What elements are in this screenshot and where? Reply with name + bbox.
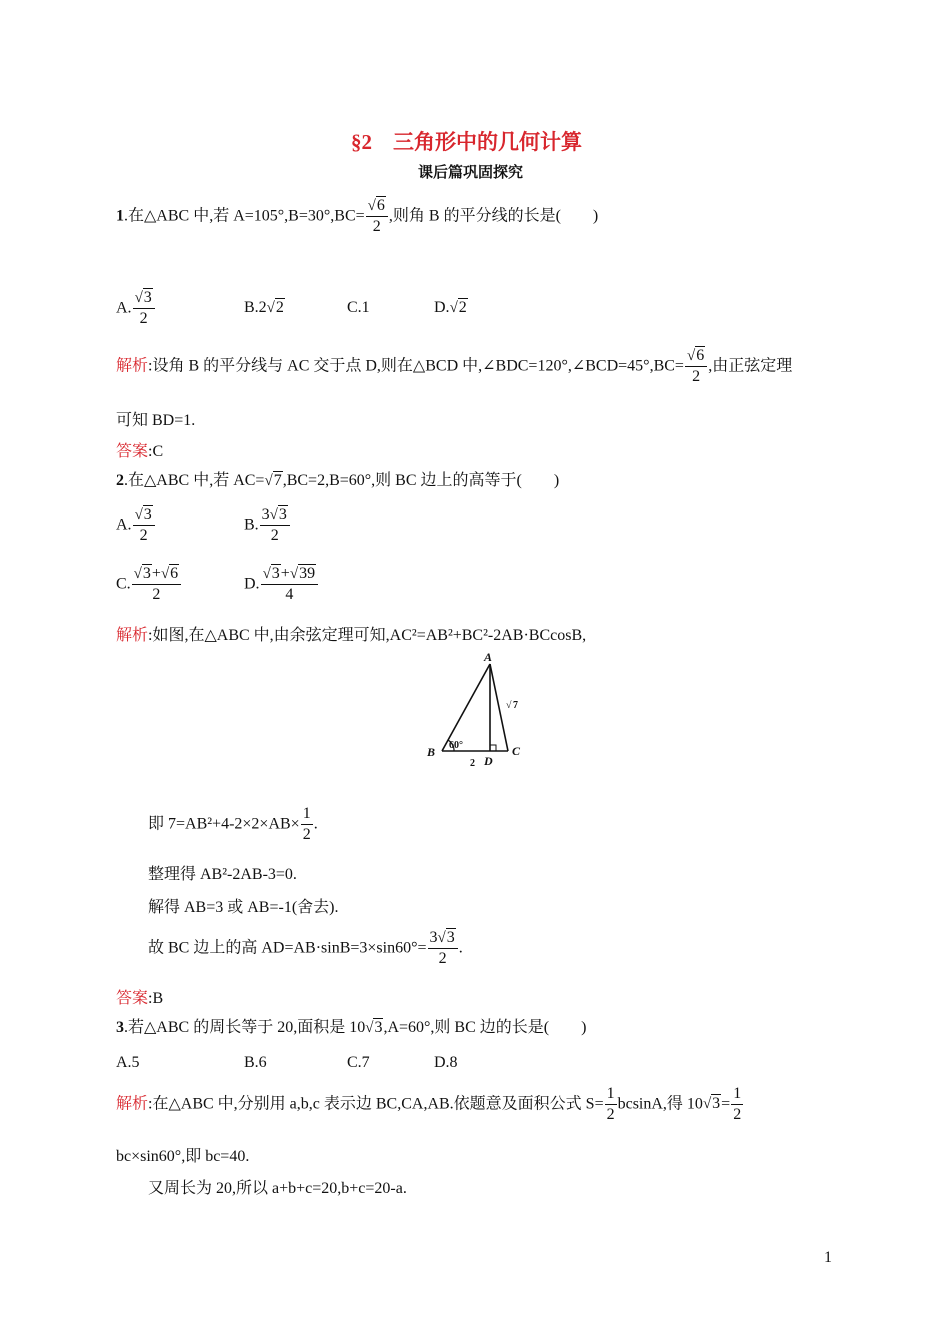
label-angle: 60° — [449, 740, 463, 751]
option-d: D.8 — [434, 1054, 458, 1071]
analysis-3: 解析:在△ABC 中,分别用 a,b,c 表示边 BC,CA,AB.依题意及面积公式 S= $\frac{1}{2}$ bcsinA,得 10√3= $\frac{1}{2}$ — [116, 1085, 742, 1123]
answer-2: 答案:B — [116, 990, 164, 1007]
option-b: B.2√2 — [244, 299, 284, 316]
option-d: D. $\frac{√3+√39}{4}$ — [244, 566, 319, 604]
question-number: 1 — [116, 207, 124, 225]
side-ab — [442, 664, 490, 751]
analysis-1: 解析:设角 B 的平分线与 AC 交于点 D,则在△BCD 中,∠BDC=120°,∠BCD=45°,BC= $\frac{√6}{2}$ ,由正弦定理 — [116, 347, 793, 385]
page-subtitle: 课后篇巩固探究 — [418, 165, 524, 181]
answer-1: 答案:C — [116, 443, 164, 460]
option-d: D.√2 — [434, 299, 467, 316]
stem-text: ,则角 B 的平分线的长是( ) — [388, 207, 599, 225]
label-d: D — [484, 754, 493, 768]
analysis-1-line2: 可知 BD=1. — [116, 412, 196, 429]
question-1-stem — [116, 198, 598, 236]
option-a: A.5 — [116, 1054, 140, 1071]
step-1: 即 7=AB²+4-2×2×AB× $\frac{1}{2}$ . — [148, 805, 318, 843]
stem-text: .在△ABC 中,若 A=105°,B=30°,BC= — [124, 207, 365, 225]
label-side: 7 — [513, 700, 518, 711]
step-4: 故 BC 边上的高 AD=AB·sinB=3×sin60°= $\frac{3√3}{2}$ . — [148, 929, 463, 967]
label-a: A — [484, 650, 493, 664]
page-title: §2 三角形中的几何计算 — [351, 130, 582, 154]
question-3-stem: 3.若△ABC 的周长等于 20,面积是 10√3,A=60°,则 BC 边的长是( ) — [116, 1019, 587, 1036]
analysis-3-line3: 又周长为 20,所以 a+b+c=20,b+c=20-a. — [148, 1180, 407, 1197]
triangle-figure — [420, 648, 540, 778]
step-2: 整理得 AB²-2AB-3=0. — [148, 866, 297, 883]
option-c: C.1 — [347, 299, 370, 316]
label-b: B — [427, 745, 436, 759]
option-a: A. $\frac{√3}{2}$ — [116, 507, 156, 545]
label-base: 2 — [470, 758, 475, 769]
step-3: 解得 AB=3 或 AB=-1(舍去). — [148, 899, 339, 916]
analysis-3-line2: bc×sin60°,即 bc=40. — [116, 1148, 250, 1165]
option-b: B. $\frac{3√3}{2}$ — [244, 507, 291, 545]
analysis-label: 解析 — [116, 357, 149, 375]
page-number: 1 — [824, 1249, 832, 1266]
option-a: A. $\frac{√3}{2}$ — [116, 290, 156, 328]
right-angle-mark — [490, 745, 496, 751]
analysis-2: 解析:如图,在△ABC 中,由余弦定理可知,AC²=AB²+BC²-2AB·BCcosB, — [116, 627, 587, 644]
option-c: C.7 — [347, 1054, 370, 1071]
option-b: B.6 — [244, 1054, 267, 1071]
fraction: $\frac{√6}{2}$ — [366, 198, 388, 236]
label-sqrt-sign: √ — [506, 700, 512, 711]
question-2-stem: 2.在△ABC 中,若 AC=√7,BC=2,B=60°,则 BC 边上的高等于( ) — [116, 472, 560, 489]
option-c: C. $\frac{√3+√6}{2}$ — [116, 566, 182, 604]
label-c: C — [512, 744, 521, 758]
